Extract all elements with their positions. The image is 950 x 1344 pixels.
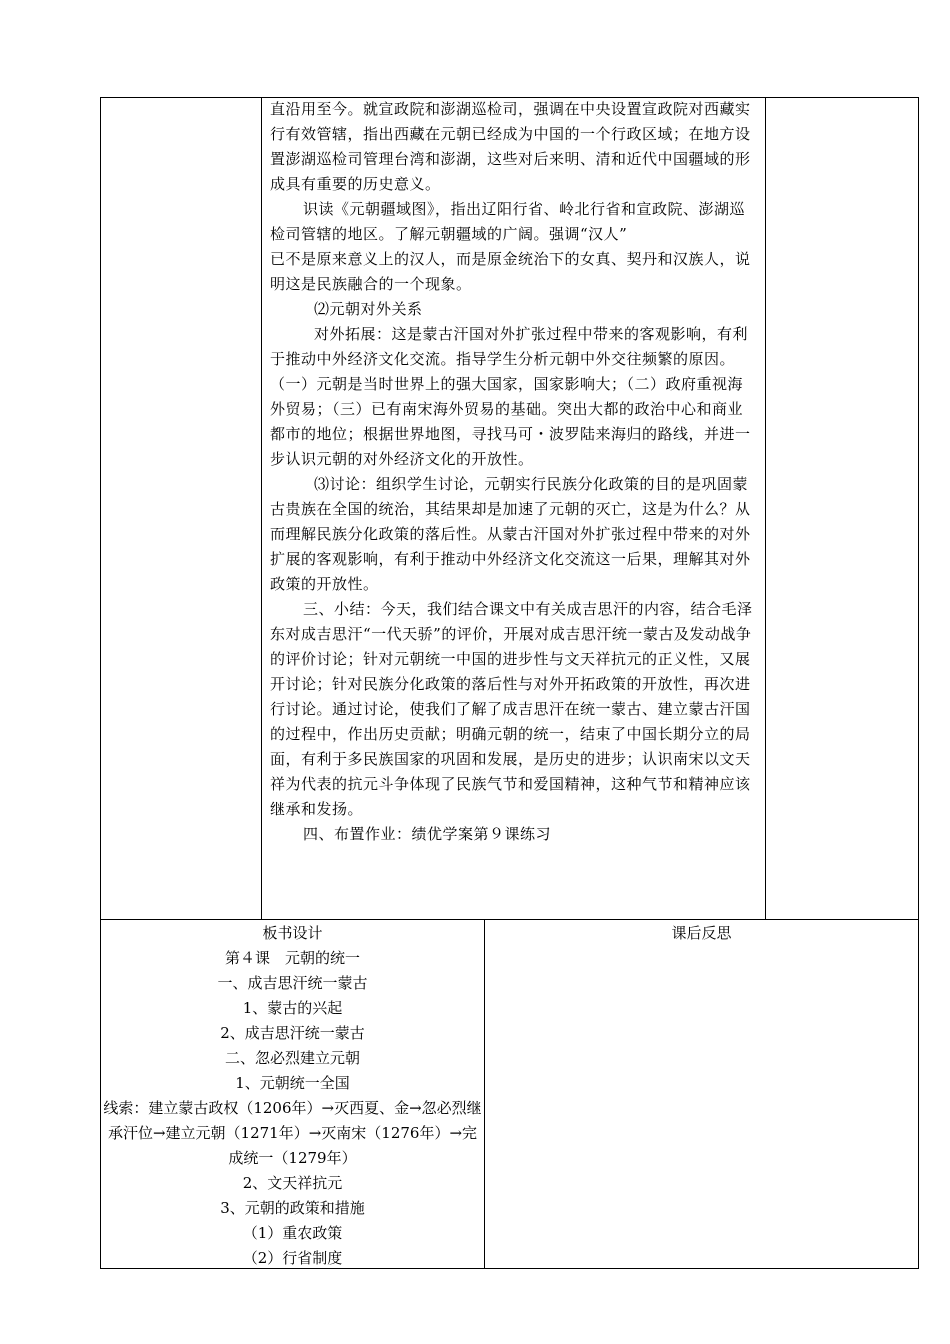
lesson-homework: 四、布置作业：绩优学案第９课练习 [303, 825, 552, 843]
board-line: 3、元朝的政策和措施 [220, 1199, 365, 1217]
table-row-divider [100, 919, 919, 920]
lesson-subheading: ⑵元朝对外关系 [314, 300, 423, 318]
board-line: 2、文天祥抗元 [242, 1174, 343, 1192]
lesson-content [270, 97, 756, 847]
lower-column-divider [484, 919, 485, 1269]
reflection-cell [485, 921, 918, 946]
board-design-cell [101, 921, 484, 1271]
board-design-header: 板书设计 [262, 924, 323, 942]
board-clue-line: 线索：建立蒙古政权（1206年）→灭西夏、金→忽必烈继承汗位→建立元朝（1271年）→灭南宋（1276年）→完成统一（1279年） [103, 1099, 482, 1167]
board-line: 2、成吉思汗统一蒙古 [220, 1024, 365, 1042]
lesson-paragraph: ⑶讨论：组织学生讨论，元朝实行民族分化政策的目的是巩固蒙古贵族在全国的统治，其结果却是加速了元朝的灭亡，这是为什么？从而理解民族分化政策的落后性。从蒙古汗国对外扩张过程中带来的对外扩展的客观影响，有利于推动中外经济文化交流这一后果，理解其对外政策的开放性。 [270, 475, 751, 593]
lesson-paragraph: 已不是原来意义上的汉人，而是原金统治下的女真、契丹和汉族人，说明这是民族融合的一个现象。 [270, 250, 751, 293]
board-line: （2）行省制度 [242, 1249, 343, 1267]
upper-left-column-divider [261, 97, 262, 920]
board-line: 二、忽必烈建立元朝 [224, 1049, 360, 1067]
lesson-paragraph: 识读《元朝疆域图》，指出辽阳行省、岭北行省和宣政院、澎湖巡检司管辖的地区。了解元朝疆域的广阔。强调“汉人” [270, 200, 746, 243]
reflection-header: 课后反思 [671, 924, 732, 942]
board-line: （1）重农政策 [242, 1224, 343, 1242]
table-right-border [918, 97, 919, 1269]
board-line: 1、蒙古的兴起 [242, 999, 343, 1017]
lesson-paragraph: 直沿用至今。就宣政院和澎湖巡检司，强调在中央设置宣政院对西藏实行有效管辖，指出西藏在元朝已经成为中国的一个行政区域；在地方设置澎湖巡检司管理台湾和澎湖，这些对后来明、清和近代中国疆域的形成具有重要的历史意义。 [270, 100, 751, 193]
lesson-summary: 三、小结：今天，我们结合课文中有关成吉思汗的内容，结合毛泽东对成吉思汗“一代天骄”的评价，开展对成吉思汗统一蒙古及发动战争的评价讨论；针对元朝统一中国的进步性与文天祥抗元的正义性，又展开讨论；针对民族分化政策的落后性与对外开拓政策的开放性，再次进行讨论。通过讨论，使我们了解了成吉思汗在统一蒙古、建立蒙古汗国的过程中，作出历史贡献；明确元朝的统一，结束了中国长期分立的局面，有利于多民族国家的巩固和发展，是历史的进步；认识南宋以文天祥为代表的抗元斗争体现了民族气节和爱国精神，这种气节和精神应该继承和发扬。 [270, 600, 753, 818]
board-line: 1、元朝统一全国 [235, 1074, 350, 1092]
lesson-paragraph: 对外拓展：这是蒙古汗国对外扩张过程中带来的客观影响，有利于推动中外经济文化交流。指导学生分析元朝中外交往频繁的原因。（一）元朝是当时世界上的强大国家，国家影响大；（二）政府重视海外贸易；（三）已有南宋海外贸易的基础。突出大都的政治中心和商业都市的地位；根据世界地图，寻找马可・波罗陆来海归的路线，并进一步认识元朝的对外经济文化的开放性。 [270, 325, 751, 468]
upper-right-column-divider [765, 97, 766, 920]
board-line: 一、成吉思汗统一蒙古 [217, 974, 368, 992]
board-line: 第４课 元朝的统一 [224, 949, 360, 967]
